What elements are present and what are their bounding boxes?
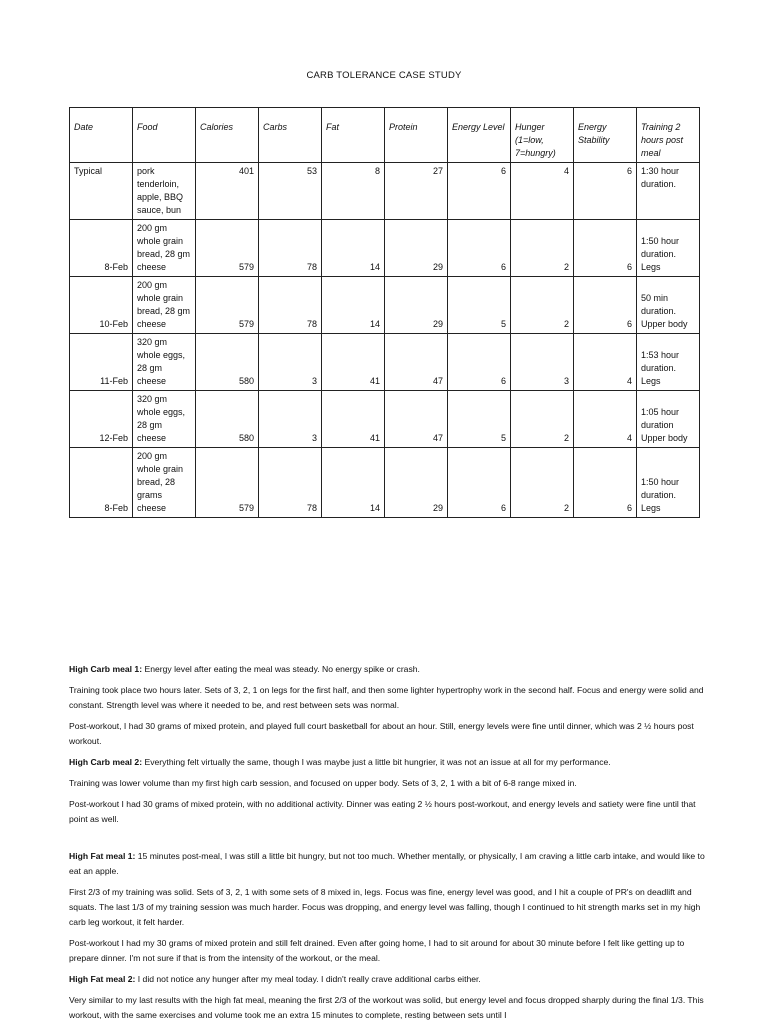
cell-hunger: 3	[511, 334, 574, 391]
cell-fat: 14	[322, 277, 385, 334]
cell-energy-stability: 4	[574, 391, 637, 448]
section-label: High Fat meal 1:	[69, 851, 136, 861]
cell-energy-level: 6	[448, 448, 511, 518]
cell-training: 50 min duration. Upper body	[637, 277, 700, 334]
header-calories: Calories	[196, 108, 259, 163]
cell-date: 10-Feb	[70, 277, 133, 334]
cell-calories: 580	[196, 334, 259, 391]
page-title: CARB TOLERANCE CASE STUDY	[306, 70, 462, 81]
paragraph: High Carb meal 2: Everything felt virtually the same, though I was maybe just a little bit hungrier, it was not an issue at all for my performance.	[69, 757, 611, 767]
cell-carbs: 3	[259, 334, 322, 391]
cell-date: Typical	[70, 163, 133, 220]
cell-food: 320 gm whole eggs, 28 gm cheese	[133, 334, 196, 391]
section-label: High Carb meal 2:	[69, 757, 143, 767]
cell-energy-level: 5	[448, 277, 511, 334]
cell-training: 1:50 hour duration. Legs	[637, 220, 700, 277]
cell-protein: 29	[385, 277, 448, 334]
cell-protein: 47	[385, 334, 448, 391]
paragraph: Training was lower volume than my first high carb session, and focused on upper body. Sets of 3, 2, 1 with a bit of 6-8 range mixed in.	[69, 778, 577, 788]
cell-calories: 579	[196, 277, 259, 334]
paragraph: High Fat meal 1: 15 minutes post-meal, I was still a little bit hungry, but not too much. Whether mentally, or physically, I am craving a little carb intake, and would like to eat an apple.	[69, 851, 705, 876]
header-food: Food	[133, 108, 196, 163]
cell-date: 8-Feb	[70, 220, 133, 277]
header-training: Training 2 hours post meal	[637, 108, 700, 163]
cell-energy-level: 6	[448, 334, 511, 391]
cell-fat: 14	[322, 220, 385, 277]
cell-training: 1:50 hour duration. Legs	[637, 448, 700, 518]
cell-training: 1:05 hour duration Upper body	[637, 391, 700, 448]
header-protein: Protein	[385, 108, 448, 163]
section-label: High Carb meal 1:	[69, 664, 143, 674]
cell-protein: 47	[385, 391, 448, 448]
cell-carbs: 78	[259, 448, 322, 518]
cell-hunger: 2	[511, 391, 574, 448]
cell-calories: 580	[196, 391, 259, 448]
cell-energy-level: 5	[448, 391, 511, 448]
paragraph: High Fat meal 2: I did not notice any hunger after my meal today. I didn't really crave additional carbs either.	[69, 974, 481, 984]
header-date: Date	[70, 108, 133, 163]
table-header-row	[70, 108, 700, 163]
cell-energy-stability: 6	[574, 277, 637, 334]
table-row	[70, 220, 700, 277]
cell-calories: 579	[196, 220, 259, 277]
cell-date: 11-Feb	[70, 334, 133, 391]
cell-carbs: 78	[259, 277, 322, 334]
cell-fat: 8	[322, 163, 385, 220]
case-study-table	[69, 107, 700, 518]
cell-carbs: 3	[259, 391, 322, 448]
cell-hunger: 2	[511, 220, 574, 277]
table-row	[70, 277, 700, 334]
cell-protein: 29	[385, 220, 448, 277]
paragraph: High Carb meal 1: Energy level after eating the meal was steady. No energy spike or crash.	[69, 664, 420, 674]
paragraph: Post-workout I had my 30 grams of mixed protein and still felt drained. Even after going home, I had to sit around for about 30 minute before I felt like getting up to prepare dinner. I'm not sure if that is from the intensity of the workout, or the meal.	[69, 938, 685, 963]
table-row	[70, 163, 700, 220]
cell-energy-level: 6	[448, 220, 511, 277]
cell-protein: 27	[385, 163, 448, 220]
table-row	[70, 334, 700, 391]
cell-carbs: 53	[259, 163, 322, 220]
section-label: High Fat meal 2:	[69, 974, 136, 984]
paragraph: Post-workout, I had 30 grams of mixed protein, and played full court basketball for about an hour. Still, energy levels were fine until dinner, which was 2 ½ hours post workout.	[69, 721, 694, 746]
cell-energy-stability: 6	[574, 448, 637, 518]
cell-training: 1:53 hour duration. Legs	[637, 334, 700, 391]
cell-calories: 401	[196, 163, 259, 220]
table-row	[70, 448, 700, 518]
cell-hunger: 2	[511, 277, 574, 334]
cell-fat: 41	[322, 391, 385, 448]
cell-energy-stability: 4	[574, 334, 637, 391]
cell-energy-stability: 6	[574, 163, 637, 220]
header-fat: Fat	[322, 108, 385, 163]
table-row	[70, 391, 700, 448]
cell-hunger: 4	[511, 163, 574, 220]
cell-food: 200 gm whole grain bread, 28 grams cheese	[133, 448, 196, 518]
header-energy-stability: Energy Stability	[574, 108, 637, 163]
header-hunger: Hunger (1=low, 7=hungry)	[511, 108, 574, 163]
notes-section	[69, 662, 709, 1029]
cell-date: 8-Feb	[70, 448, 133, 518]
cell-date: 12-Feb	[70, 391, 133, 448]
cell-protein: 29	[385, 448, 448, 518]
cell-food: 200 gm whole grain bread, 28 gm cheese	[133, 220, 196, 277]
cell-food: 200 gm whole grain bread, 28 gm cheese	[133, 277, 196, 334]
paragraph: First 2/3 of my training was solid. Sets of 3, 2, 1 with some sets of 8 mixed in, legs. Focus was fine, energy level was good, and I hit a couple of PR's on deadlift and squats. The last 1/3 of my training session was much harder. Focus was dropping, and energy level was falling, though I continued to hit strength marks set in my high carb leg workout, it felt harder.	[69, 887, 701, 927]
paragraph: Very similar to my last results with the high fat meal, meaning the first 2/3 of the workout was solid, but energy level and focus dropped sharply during the final 1/3. This workout, with the same exercises and volume took me an extra 15 minutes to complete, resting between sets until I	[69, 995, 704, 1020]
cell-fat: 14	[322, 448, 385, 518]
cell-food: 320 gm whole eggs, 28 gm cheese	[133, 391, 196, 448]
spacer	[69, 833, 709, 849]
header-energy-level: Energy Level	[448, 108, 511, 163]
cell-hunger: 2	[511, 448, 574, 518]
header-carbs: Carbs	[259, 108, 322, 163]
cell-training: 1:30 hour duration.	[637, 163, 700, 220]
cell-energy-level: 6	[448, 163, 511, 220]
cell-carbs: 78	[259, 220, 322, 277]
cell-fat: 41	[322, 334, 385, 391]
cell-food: pork tenderloin, apple, BBQ sauce, bun	[133, 163, 196, 220]
cell-calories: 579	[196, 448, 259, 518]
paragraph: Training took place two hours later. Sets of 3, 2, 1 on legs for the first half, and then some lighter hypertrophy work in the second half. Focus and energy were solid and constant. Strength level was where it needed to be, and rest between sets was normal.	[69, 685, 704, 710]
paragraph: Post-workout I had 30 grams of mixed protein, with no additional activity. Dinner was eating 2 ½ hours post-workout, and energy levels and satiety were fine until that point as well.	[69, 799, 696, 824]
cell-energy-stability: 6	[574, 220, 637, 277]
